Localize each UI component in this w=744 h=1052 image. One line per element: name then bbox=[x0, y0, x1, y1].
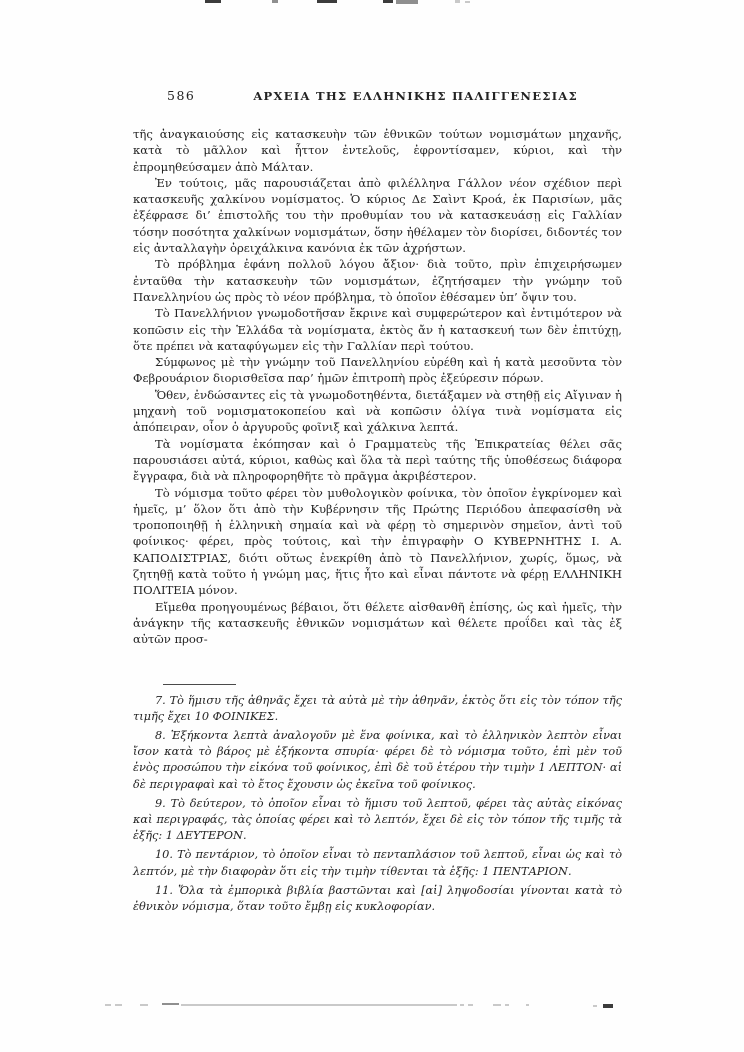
paragraph: Τὸ νόμισμα τοῦτο φέρει τὸν μυθολογικὸν φοίνικα, τὸν ὁποῖον ἐγκρίνομεν καὶ ἡμεῖς, μ’ ὅλον ὅτι ἀπὸ τὴν Κυβέρνησιν τῆς Πρώτης Περιόδου ἀπεφασίσθη νὰ τροποποιηθῇ ἡ ἑλληνικὴ σημαία καὶ νὰ φέρῃ τὸ σημερινὸν σημεῖον, ἀντὶ τοῦ φοίνικος· φέρει, πρὸς τούτοις, καὶ τὴν ἐπιγραφὴν Ο ΚΥΒΕΡΝΗΤΗΣ Ι. Α. ΚΑΠΟΔΙΣΤΡΙΑΣ, διότι οὕτως ἐνεκρίθη ἀπὸ τὸ Πανελλήνιον, χωρίς, ὅμως, νὰ ζητηθῇ κατὰ τοῦτο ἡ γνώμη μας, ἥτις ἦτο καὶ εἶναι πάντοτε νὰ φέρῃ ΕΛΛΗΝΙΚΗ ΠΟΛΙΤΕΙΑ μόνον. bbox=[133, 485, 622, 598]
paragraph: τῆς ἀναγκαιούσης εἰς κατασκευὴν τῶν ἐθνικῶν τούτων νομισμάτων μηχανῆς, κατὰ τὸ μᾶλλον καὶ ἧττον ἐντελοῦς, ἐφροντίσαμεν, κύριοι, καὶ τὴν ἐπρομηθεύσαμεν ἀπὸ Μάλταν. bbox=[133, 127, 622, 174]
main-text bbox=[133, 126, 622, 648]
footnote-text: Ἑξήκοντα λεπτὰ ἀναλογοῦν μὲ ἕνα φοίνικα, καὶ τὸ ἑλληνικὸν λεπτὸν εἶναι ἴσον κατὰ τὸ βάρος μὲ ἑξήκοντα σπυρία· φέρει δὲ τὸ νόμισμα τοῦτο, ἐπὶ μὲν τοῦ ἑνὸς προσώπου τὴν εἰκόνα τοῦ φοίνικος, ἐπὶ δὲ τοῦ ἑτέρου τὴν τιμὴν 1 ΛΕΠΤΟΝ· αἱ δὲ περιγραφαὶ καὶ τὸ ἔτος ἔχουσιν ὡς ἐκεῖνα τοῦ φοίνικος. bbox=[133, 728, 622, 791]
footnote-text: Τὸ ἥμισυ τῆς ἀθηνᾶς ἔχει τὰ αὐτὰ μὲ τὴν ἀθηνᾶν, ἐκτὸς ὅτι εἰς τὸν τόπον τῆς τιμῆς ἔχει 10 ΦΟΙΝΙΚΕΣ. bbox=[133, 693, 622, 723]
footnote-separator bbox=[163, 684, 236, 685]
paragraph: Ἐν τούτοις, μᾶς παρουσιάζεται ἀπὸ φιλέλληνα Γάλλον νέον σχέδιον περὶ κατασκευῆς χαλκίνου νομίσματος. Ὁ κύριος Δε Σαὶντ Κροά, ἐκ Παρισίων, μᾶς ἐξέφρασε δι’ ἐπιστολῆς του τὴν προθυμίαν του νὰ κατασκευάσῃ εἰς Γαλλίαν τόσην ποσότητα χαλκίνων νομισμάτων, ὅσην ἠθέλαμεν τὸν διορίσει, διδοντές τον εἰς ἀνταλλαγὴν ὀρειχάλκινα κανόνια ἐκ τῶν ἀχρήστων. bbox=[133, 175, 622, 256]
footnote bbox=[133, 847, 622, 879]
page-body bbox=[133, 88, 622, 915]
paragraph: Ὅθεν, ἐνδώσαντες εἰς τὰ γνωμοδοτηθέντα, διετάξαμεν νὰ στηθῇ εἰς Αἴγιναν ἡ μηχανὴ τοῦ νομισματοκοπείου καὶ νὰ κοπῶσιν ὀλίγα τινὰ νομίσματα εἰς ἀπόπειραν, οἷον ὁ ἀργυροῦς φοῖνιξ καὶ χάλκινα λεπτά. bbox=[133, 387, 622, 435]
page-header bbox=[133, 88, 622, 103]
footnote-number: 11. bbox=[155, 883, 173, 897]
footnotes bbox=[133, 693, 622, 916]
footnote bbox=[133, 728, 622, 793]
footnote-text: Τὸ δεύτερον, τὸ ὁποῖον εἶναι τὸ ἥμισυ τοῦ λεπτοῦ, φέρει τὰς αὐτὰς εἰκόνας καὶ περιγραφάς, τὰς ὁποίας φέρει καὶ τὸ λεπτόν, ἔχει δὲ εἰς τὸν τόπον τῆς τιμῆς τὰ ἑξῆς: 1 ΔΕΥΤΕΡΟΝ. bbox=[133, 796, 622, 843]
paragraph: Τὰ νομίσματα ἐκόπησαν καὶ ὁ Γραμματεὺς τῆς Ἐπικρατείας θέλει σᾶς παρουσιάσει αὐτά, κύριοι, καθὼς καὶ ὅλα τὰ περὶ ταύτης τῆς ὑποθέσεως διάφορα ἔγγραφα, διὰ νὰ πληροφορηθῆτε τὸ πρᾶγμα ἀκριβέστερον. bbox=[133, 436, 622, 484]
footnote-text: Ὅλα τὰ ἐμπορικὰ βιβλία βαστῶνται καὶ [αἱ] ληψοδοσίαι γίνονται κατὰ τὸ ἐθνικὸν νόμισμα, ὅταν τοῦτο ἔμβῃ εἰς κυκλοφορίαν. bbox=[133, 883, 623, 913]
footnote bbox=[133, 693, 622, 725]
footnote-number: 10. bbox=[155, 848, 173, 862]
paragraph: Σύμφωνος μὲ τὴν γνώμην τοῦ Πανελληνίου εὑρέθη καὶ ἡ κατὰ μεσοῦντα τὸν Φεβρουάριον διορισθεῖσα παρ’ ἡμῶν ἐπιτροπὴ πρὸς ἐξεύρεσιν πόρων. bbox=[133, 355, 622, 386]
footnote bbox=[133, 883, 622, 915]
running-title: ΑΡΧΕΙΑ ΤΗΣ ΕΛΛΗΝΙΚΗΣ ΠΑΛΙΓΓΕΝΕΣΙΑΣ bbox=[253, 89, 579, 103]
paragraph: Τὸ Πανελλήνιον γνωμοδοτῆσαν ἔκρινε καὶ συμφερώτερον καὶ ἐντιμότερον νὰ κοπῶσιν εἰς τὴν Ἑλλάδα τὰ νομίσματα, ἐκτὸς ἄν ἡ κατασκευή των δὲν ἐπιτύχῃ, ὅτε πρέπει νὰ καταφύγωμεν εἰς τὴν Γαλλίαν περὶ τούτου. bbox=[133, 306, 622, 353]
footnote bbox=[133, 796, 622, 845]
footnote-text: Τὸ πεντάριον, τὸ ὁποῖον εἶναι τὸ πενταπλάσιον τοῦ λεπτοῦ, εἶναι ὡς καὶ τὸ λεπτόν, μὲ τὴν διαφορὰν ὅτι εἰς τὴν τιμὴν τίθενται τὰ ἑξῆς: 1 ΠΕΝΤΑΡΙΟΝ. bbox=[133, 848, 622, 878]
page-number: 586 bbox=[167, 88, 196, 103]
footnote-number: 7. bbox=[155, 693, 166, 707]
paragraph: Εἴμεθα προηγουμένως βέβαιοι, ὅτι θέλετε αἰσθανθῆ ἐπίσης, ὡς καὶ ἡμεῖς, τὴν ἀνάγκην τῆς κατασκευῆς ἐθνικῶν νομισμάτων καὶ θέλετε προΐδει καὶ τὰς ἐξ αὐτῶν προσ- bbox=[133, 599, 622, 647]
footnote-number: 8. bbox=[155, 728, 166, 742]
paragraph: Τὸ πρόβλημα ἐφάνη πολλοῦ λόγου ἄξιον· διὰ τοῦτο, πρὶν ἐπιχειρήσωμεν ἐνταῦθα τὴν κατασκευὴν τῶν νομισμάτων, ἐζητήσαμεν τὴν γνώμην τοῦ Πανελληνίου ὡς πρὸς τὸ νέον πρόβλημα, τὸ ὁποῖον ἐθέσαμεν ὑπ’ ὄψιν του. bbox=[133, 257, 622, 304]
footnote-number: 9. bbox=[155, 796, 166, 810]
